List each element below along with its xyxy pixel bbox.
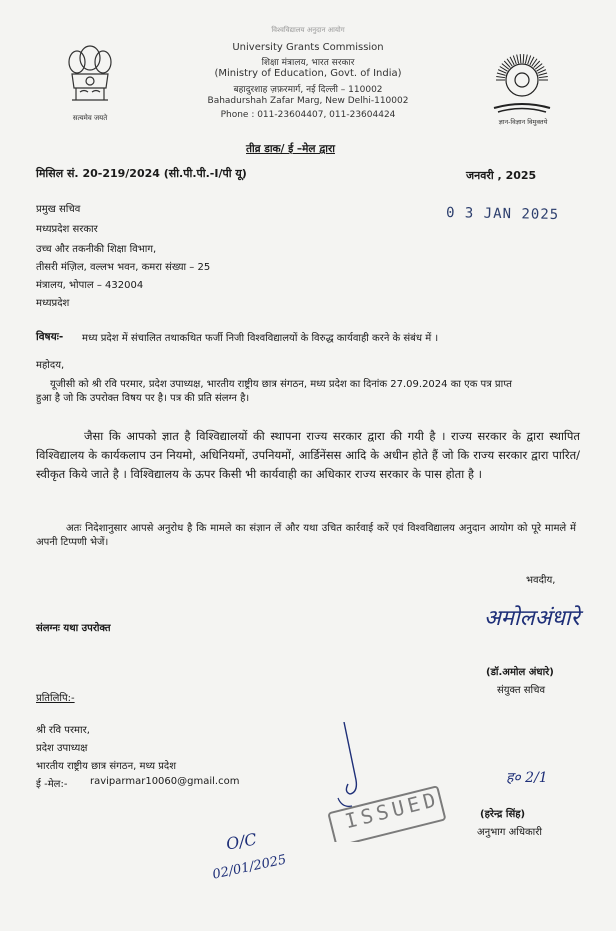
copy-email: raviparmar10060@gmail.com — [90, 776, 240, 787]
phone-line: Phone : 011-23604407, 011-23604424 — [220, 110, 396, 120]
subject-text: मध्य प्रदेश में संचालित तथाकथित फर्जी निजी विश्वविद्यालयों के विरुद्ध कार्यवाही करने के संबंध में । — [82, 333, 439, 344]
paragraph-1: यूजीसी को श्री रवि परमार, प्रदेश उपाध्यक्ष, भारतीय राष्ट्रीय छात्र संगठन, मध्य प्रदेश का दिनांक 27.09.2024 का एक पत्र प्राप्त हुआ है जो कि उपरोक्त विषय पर है। पत्र की प्रति संलग्न है। — [36, 379, 512, 404]
addressee-line: उच्च और तकनीकी शिक्षा विभाग, — [36, 244, 157, 255]
salutation: महोदय, — [36, 360, 65, 371]
ugc-logo-ray — [513, 56, 516, 64]
ministry-hindi: शिक्षा मंत्रालय, भारत सरकार — [261, 58, 355, 68]
letter-date: जनवरी , 2025 — [466, 169, 537, 182]
ugc-logo-ray — [539, 76, 548, 77]
ugc-logo-ray — [497, 73, 506, 75]
emblem-caption: सत्यमेव जयते — [72, 114, 108, 122]
enclosure: संलग्नः यथा उपरोक्त — [36, 623, 111, 634]
ugc-logo-ray — [528, 56, 531, 64]
addressee-line: मध्यप्रदेश — [36, 298, 70, 309]
signatory-name: (डॉ.अमोल अंधारे) — [486, 667, 554, 678]
national-emblem-icon — [62, 40, 118, 120]
ugc-logo-ray — [523, 54, 524, 63]
issued-stamp-graphic — [322, 722, 452, 842]
letterhead-top-line: विश्वविद्यालय अनुदान आयोग — [271, 26, 345, 34]
second-signatory-name: (हरेन्द्र सिंह) — [480, 809, 526, 820]
signature-main: अमोलअंधारे — [484, 606, 580, 631]
subject-label: विषयः- — [36, 331, 64, 343]
signature-small: ह० 2/1 — [506, 770, 548, 786]
copy-line: प्रदेश उपाध्यक्ष — [36, 743, 88, 754]
ugc-logo-icon — [488, 42, 556, 124]
oc-date: 02/01/2025 — [211, 852, 288, 883]
address-english: Bahadurshah Zafar Marg, New Delhi-110002 — [207, 96, 409, 106]
address-hindi: बहादुरशाह ज़फ़रमार्ग, नई दिल्ली – 110002 — [233, 85, 383, 95]
ministry-english: (Ministry of Education, Govt. of India) — [214, 68, 402, 79]
closing: भवदीय, — [526, 575, 556, 586]
copy-email-label: ई -मेल:- — [36, 779, 68, 790]
ugc-logo-ray — [496, 76, 505, 77]
ugc-logo-ray — [538, 73, 547, 75]
ugc-logo-ray — [525, 55, 527, 64]
ugc-logo-ray — [517, 55, 519, 64]
received-date-stamp: 0 3 JAN 2025 — [445, 205, 560, 223]
ugc-logo-ray — [520, 54, 521, 63]
copy-line: श्री रवि परमार, — [36, 725, 90, 736]
addressee-line: प्रमुख सचिव — [36, 204, 81, 215]
paragraph-3: अतः निदेशानुसार आपसे अनुरोध है कि मामले का संज्ञान लें और यथा उचित कार्रवाई करें एवं विश्वविद्यालय अनुदान आयोग को पूरे मामले में अपनी टिप्पणी भेजें। — [36, 523, 576, 548]
copy-line: भारतीय राष्ट्रीय छात्र संगठन, मध्य प्रदेश — [36, 761, 176, 772]
copy-label: प्रतिलिपि:- — [36, 693, 75, 704]
addressee-line: मध्यप्रदेश सरकार — [36, 224, 98, 235]
dispatch-mode: तीव्र डाक/ ई –मेल द्वारा — [246, 143, 335, 155]
addressee-line: तीसरी मंज़िल, वल्लभ भवन, कमरा संख्या – 25 — [36, 262, 211, 273]
oc-note: O/C — [224, 829, 259, 854]
addressee-line: मंत्रालय, भोपाल – 432004 — [36, 280, 144, 291]
file-number: मिसिल सं. 20-219/2024 (सी.पी.पी.-I/पी यू) — [36, 167, 247, 180]
issued-stamp: ISSUED — [342, 786, 442, 834]
paragraph-2: जैसा कि आपको ज्ञात है विश्विद्यालयों की स्थापना राज्य सरकार द्वारा की गयी है । राज्य सरकार के द्वारा स्थापित विश्विद्यालय के कार्यकलाप उन नियमो, अधिनियमों, उपनियमों, आर्डिनेंसस आदि के अधीन होते हैं जो कि राज्य सरकार द्वारा पारित/स्वीकृत किये जाते है । विश्विद्यालय के ऊपर किसी भी कार्यवाही का अधिकार राज्य सरकार के पास होता है । — [36, 429, 580, 481]
second-signatory-designation: अनुभाग अधिकारी — [477, 827, 542, 838]
ugc-caption: ज्ञान-विज्ञान विमुक्तये — [498, 118, 548, 126]
org-name: University Grants Commission — [232, 42, 384, 53]
signatory-designation: संयुक्त सचिव — [497, 685, 546, 696]
